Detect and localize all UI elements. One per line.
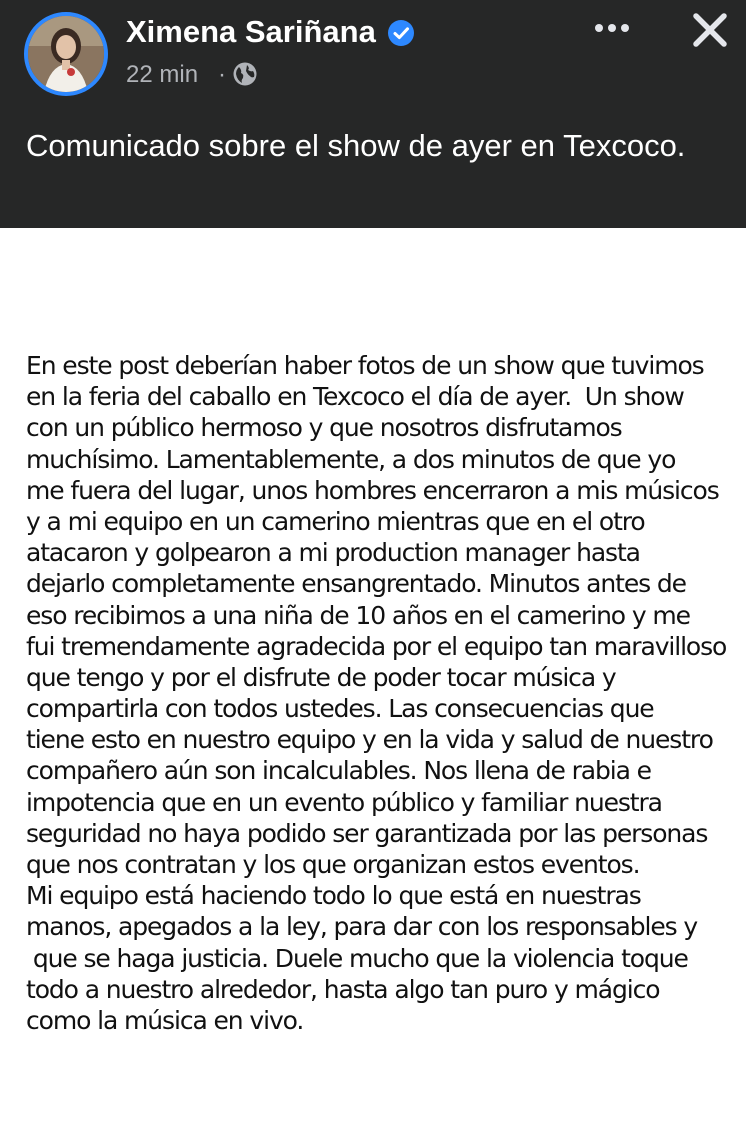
statement-line: compañero aún son incalculables. Nos llena de rabia e bbox=[26, 756, 651, 786]
statement-line: Mi equipo está haciendo todo lo que está en nuestras bbox=[26, 881, 641, 911]
statement-line: tiene esto en nuestro equipo y en la vida y salud de nuestro bbox=[26, 725, 713, 755]
close-icon[interactable] bbox=[688, 8, 732, 52]
statement-line: y a mi equipo en un camerino mientras que en el otro bbox=[26, 506, 645, 536]
statement-line: que nos contratan y los que organizan estos eventos. bbox=[26, 850, 640, 879]
verified-badge-icon bbox=[387, 19, 415, 47]
statement-line: todo a nuestro alrededor, hasta algo tan puro y mágico bbox=[26, 974, 660, 1004]
statement-line: atacaron y golpearon a mi production manager hasta bbox=[26, 538, 640, 568]
statement-line: con un público hermoso y que nosotros disfrutamos bbox=[26, 413, 622, 443]
statement-line: fui tremendamente agradecida por el equipo tan maravilloso bbox=[26, 631, 727, 661]
statement-line: impotencia que en un evento público y familiar nuestra bbox=[26, 787, 662, 817]
statement-line: eso recibimos a una niña de 10 años en el camerino y me bbox=[26, 600, 690, 630]
statement-line: en la feria del caballo en Texcoco el día de ayer. Un show bbox=[26, 382, 684, 412]
post-timestamp[interactable]: 22 min bbox=[126, 61, 199, 88]
statement-line: muchísimo. Lamentablemente, a dos minutos de que yo bbox=[26, 444, 676, 474]
post-caption: Comunicado sobre el show de ayer en Texcoco. bbox=[26, 128, 686, 163]
author-name[interactable]: Ximena Sariñana bbox=[126, 14, 376, 49]
statement-line: compartirla con todos ustedes. Las consecuencias que bbox=[26, 694, 654, 724]
statement-line: manos, apegados a la ley, para dar con los responsables y bbox=[26, 912, 698, 942]
statement-line: que se haga justicia. Duele mucho que la violencia toque bbox=[26, 943, 688, 973]
statement-image[interactable] bbox=[26, 350, 738, 1036]
statement-line: que tengo y por el disfrute de poder tocar música y bbox=[26, 662, 616, 692]
avatar-image bbox=[28, 16, 104, 92]
more-options-icon[interactable] bbox=[588, 12, 636, 44]
statement-line: me fuera del lugar, unos hombres encerraron a mis músicos bbox=[26, 475, 719, 505]
statement-line: dejarlo completamente ensangrentado. Minutos antes de bbox=[26, 569, 686, 599]
statement-line: seguridad no haya podido ser garantizada por las personas bbox=[26, 818, 708, 848]
statement-line: En este post deberían haber fotos de un show que tuvimos bbox=[26, 351, 704, 380]
globe-icon[interactable] bbox=[232, 61, 258, 87]
post-header bbox=[0, 0, 746, 228]
avatar[interactable] bbox=[24, 12, 108, 96]
meta-separator: · bbox=[218, 61, 226, 88]
statement-line: como la música en vivo. bbox=[26, 1005, 304, 1035]
